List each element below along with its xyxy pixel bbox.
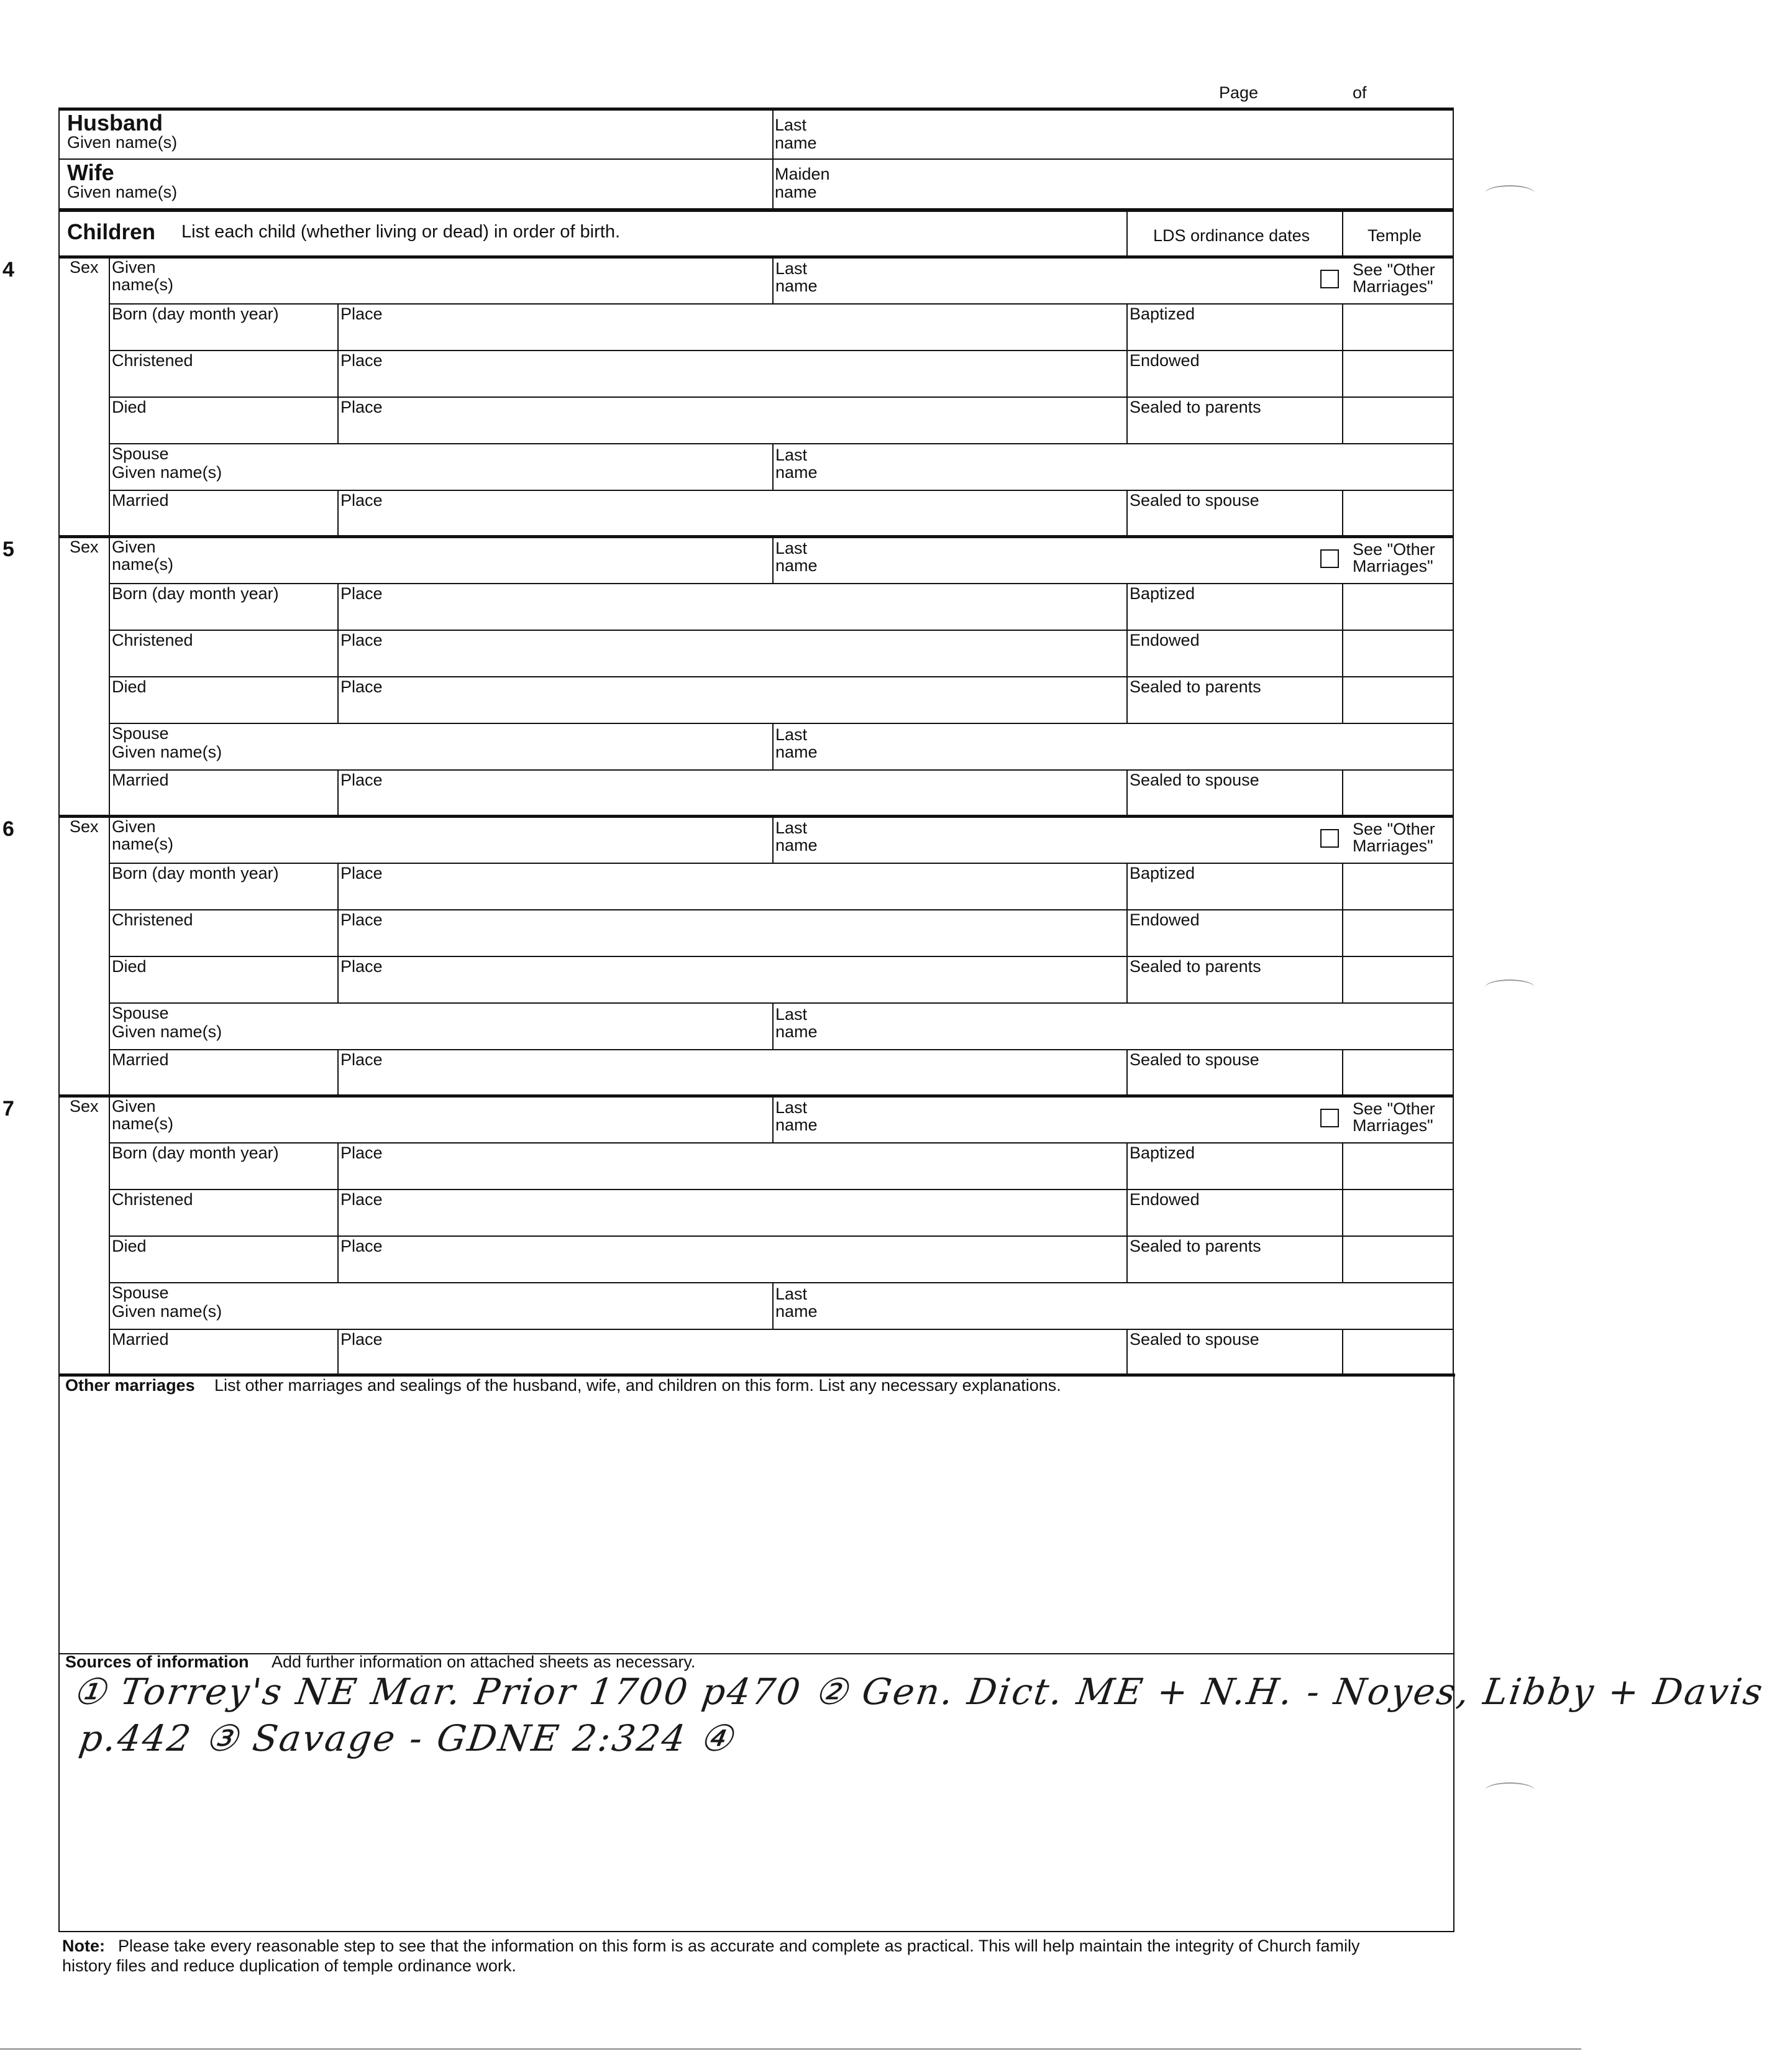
married-place-field[interactable]: Place — [340, 771, 383, 789]
sealed-spouse-date-field[interactable]: Sealed to spouse — [1130, 771, 1259, 789]
grid-line — [337, 350, 339, 397]
lds-dates-header: LDS ordinance dates — [1153, 226, 1310, 245]
place-field[interactable]: Place — [340, 910, 383, 929]
child-top-rule — [58, 535, 1454, 538]
see-other-marriages-checkbox[interactable] — [1320, 829, 1339, 848]
grid-line — [1342, 676, 1343, 723]
grid-line — [1126, 676, 1128, 723]
child-sex-field[interactable] — [61, 557, 107, 812]
grid-line — [109, 863, 1454, 864]
grid-line — [337, 490, 339, 536]
grid-line — [1126, 1189, 1128, 1235]
grid-line — [1453, 536, 1454, 816]
wife-title: Wife — [67, 160, 114, 185]
spouse-label: Spouse — [112, 444, 169, 463]
grid-line — [1126, 490, 1128, 536]
grid-line — [109, 583, 1454, 584]
sealed-parents-temple-field[interactable] — [1345, 679, 1450, 721]
grid-line — [337, 1049, 339, 1096]
endowed-date-field[interactable]: Endowed — [1130, 631, 1200, 649]
baptized-temple-field[interactable] — [1345, 1145, 1450, 1187]
sealed-parents-temple-field[interactable] — [1345, 399, 1450, 441]
place-field[interactable]: Place — [340, 677, 383, 696]
grid-line — [1342, 583, 1343, 630]
christened-date-field[interactable]: Christened — [112, 631, 193, 649]
grid-line — [337, 1142, 339, 1189]
grid-line — [337, 909, 339, 956]
grid-line — [58, 536, 60, 816]
grid-line — [109, 1142, 1454, 1144]
child-number: 4 — [2, 258, 14, 282]
grid-line — [1126, 956, 1128, 1002]
place-field[interactable]: Place — [340, 1237, 383, 1255]
grid-line — [1126, 397, 1128, 443]
last-label: Last — [775, 725, 808, 744]
child-last-field[interactable]: name — [775, 556, 818, 575]
died-date-field[interactable]: Died — [112, 957, 147, 976]
husband-given-field[interactable]: Given name(s) — [67, 133, 178, 152]
child-last-field[interactable]: name — [775, 277, 818, 295]
place-field[interactable]: Place — [340, 305, 383, 323]
grid-line — [1342, 1329, 1343, 1373]
grid-line — [772, 536, 774, 583]
grid-line — [1342, 956, 1343, 1002]
died-date-field[interactable]: Died — [112, 1237, 147, 1255]
sex-label: Sex — [70, 538, 99, 556]
place-field[interactable]: Place — [340, 864, 383, 882]
endowed-date-field[interactable]: Endowed — [1130, 351, 1200, 370]
grid-line — [109, 630, 1454, 631]
died-date-field[interactable]: Died — [112, 398, 147, 416]
child-number: 5 — [2, 538, 14, 561]
see-other-marriages-label: Marriages" — [1353, 1116, 1433, 1135]
grid-line — [1126, 1329, 1128, 1373]
born-date-field[interactable]: Born (day month year) — [112, 584, 279, 603]
see-other-marriages-label: See "Other — [1353, 1099, 1435, 1118]
sealed-parents-date-field[interactable]: Sealed to parents — [1130, 957, 1261, 976]
grid-line — [1126, 583, 1128, 630]
grid-line — [337, 1189, 339, 1235]
child-sex-field[interactable] — [61, 837, 107, 1092]
married-place-field[interactable]: Place — [340, 1050, 383, 1069]
grid-line — [772, 1282, 774, 1329]
given-label: Given — [112, 817, 156, 836]
sex-label: Sex — [70, 1097, 99, 1116]
wife-maiden-label: Maiden — [775, 165, 830, 183]
grid-line — [109, 303, 1454, 305]
baptized-date-field[interactable]: Baptized — [1130, 584, 1195, 603]
christened-date-field[interactable]: Christened — [112, 351, 193, 370]
last-label: Last — [775, 1005, 808, 1024]
grid-line — [109, 1002, 1454, 1004]
baptized-temple-field[interactable] — [1345, 585, 1450, 628]
grid-line — [772, 1096, 774, 1142]
child-number: 7 — [2, 1097, 14, 1121]
married-date-field[interactable]: Married — [112, 491, 169, 510]
page-bottom-rule — [0, 2048, 1581, 2050]
grid-line — [58, 1096, 60, 1373]
baptized-date-field[interactable]: Baptized — [1130, 864, 1195, 882]
husband-title: Husband — [67, 110, 163, 135]
given-label: Given — [112, 538, 156, 556]
sealed-parents-temple-field[interactable] — [1345, 1238, 1450, 1280]
endowed-temple-field[interactable] — [1345, 632, 1450, 674]
grid-line — [109, 1282, 1454, 1283]
husband-last-label: Last — [775, 116, 807, 134]
married-place-field[interactable]: Place — [340, 491, 383, 510]
see-other-marriages-checkbox[interactable] — [1320, 549, 1339, 568]
sealed-parents-temple-field[interactable] — [1345, 958, 1450, 1001]
child-given-field[interactable]: name(s) — [112, 555, 174, 574]
wife-given-field[interactable]: Given name(s) — [67, 183, 178, 201]
place-field[interactable]: Place — [340, 584, 383, 603]
spouse-last-field[interactable]: name — [775, 743, 818, 761]
note-title: Note: — [62, 1937, 105, 1955]
wife-maiden-field[interactable]: name — [775, 183, 817, 201]
grid-line — [337, 583, 339, 630]
grid-line — [337, 956, 339, 1002]
grid-line — [109, 1189, 1454, 1190]
sealed-spouse-temple-field[interactable] — [1345, 772, 1450, 814]
grid-line — [337, 676, 339, 723]
place-field[interactable]: Place — [340, 398, 383, 416]
child-top-rule — [58, 1094, 1454, 1098]
sealed-parents-date-field[interactable]: Sealed to parents — [1130, 677, 1261, 696]
married-date-field[interactable]: Married — [112, 1330, 169, 1349]
spouse-given-field[interactable]: Given name(s) — [112, 1302, 222, 1321]
grid-line — [58, 816, 60, 1096]
endowed-temple-field[interactable] — [1345, 1191, 1450, 1234]
grid-line — [1453, 257, 1454, 536]
grid-line — [337, 769, 339, 816]
grid-line — [337, 1235, 339, 1282]
grid-line — [1342, 769, 1343, 816]
sealed-parents-date-field[interactable]: Sealed to parents — [1130, 398, 1261, 416]
grid-line — [1342, 397, 1343, 443]
given-label: Given — [112, 258, 156, 277]
place-field[interactable]: Place — [340, 1190, 383, 1209]
sealed-parents-date-field[interactable]: Sealed to parents — [1130, 1237, 1261, 1255]
note-line-1: Please take every reasonable step to see that the information on this form is as accurate and complete as practical. This will help maintain the integrity of Church family — [118, 1937, 1360, 1955]
spouse-label: Spouse — [112, 724, 169, 743]
grid-line — [1126, 909, 1128, 956]
sealed-spouse-temple-field[interactable] — [1345, 1331, 1450, 1373]
grid-line — [1342, 490, 1343, 536]
other-marriages-field[interactable] — [62, 1398, 1450, 1650]
see-other-marriages-label: See "Other — [1353, 820, 1435, 838]
baptized-temple-field[interactable] — [1345, 306, 1450, 348]
sources-instruction: Add further information on attached sheets as necessary. — [272, 1653, 696, 1671]
grid-line — [1126, 1049, 1128, 1096]
sealed-spouse-date-field[interactable]: Sealed to spouse — [1130, 491, 1259, 510]
grid-line — [109, 909, 1454, 910]
child-given-field[interactable]: name(s) — [112, 1114, 174, 1133]
grid-line — [337, 630, 339, 676]
baptized-date-field[interactable]: Baptized — [1130, 305, 1195, 323]
spouse-given-field[interactable]: Given name(s) — [112, 463, 222, 482]
see-other-marriages-label: See "Other — [1353, 540, 1435, 559]
spouse-label: Spouse — [112, 1283, 169, 1302]
grid-line — [1453, 816, 1454, 1096]
children-title: Children — [67, 220, 155, 244]
born-date-field[interactable]: Born (day month year) — [112, 864, 279, 882]
endowed-temple-field[interactable] — [1345, 912, 1450, 954]
grid-line — [1126, 863, 1128, 909]
grid-line — [1126, 769, 1128, 816]
place-field[interactable]: Place — [340, 957, 383, 976]
child-sex-field[interactable] — [61, 278, 107, 533]
spouse-last-field[interactable]: name — [775, 463, 818, 482]
punch-hole-mark — [1485, 185, 1535, 201]
grid-line — [772, 257, 774, 303]
baptized-temple-field[interactable] — [1345, 865, 1450, 907]
handwritten-sources-line-1: ① Torrey's NE Mar. Prior 1700 p470 ② Gen. Dict. ME + N.H. - Noyes, Libby + Davis — [70, 1671, 1767, 1713]
christened-date-field[interactable]: Christened — [112, 910, 193, 929]
grid-line — [772, 816, 774, 863]
married-date-field[interactable]: Married — [112, 1050, 169, 1069]
spouse-given-field[interactable]: Given name(s) — [112, 1022, 222, 1041]
grid-line — [772, 1002, 774, 1049]
child-given-field[interactable]: name(s) — [112, 835, 174, 853]
grid-line — [1342, 1189, 1343, 1235]
grid-line — [1453, 1096, 1454, 1373]
grid-line — [1342, 1142, 1343, 1189]
endowed-temple-field[interactable] — [1345, 352, 1450, 395]
grid-line — [109, 443, 1454, 444]
sex-label: Sex — [70, 258, 99, 277]
last-label: Last — [775, 1098, 808, 1117]
born-date-field[interactable]: Born (day month year) — [112, 1144, 279, 1162]
child-top-rule — [58, 815, 1454, 818]
grid-line — [1342, 303, 1343, 350]
grid-line — [109, 257, 110, 536]
page-label: Page — [1219, 83, 1259, 102]
last-label: Last — [775, 446, 808, 464]
grid-line — [1126, 350, 1128, 397]
grid-line — [109, 350, 1454, 351]
of-label: of — [1353, 83, 1367, 102]
endowed-date-field[interactable]: Endowed — [1130, 1190, 1200, 1209]
place-field[interactable]: Place — [340, 631, 383, 649]
sealed-spouse-temple-field[interactable] — [1345, 1052, 1450, 1094]
spouse-label: Spouse — [112, 1004, 169, 1022]
child-last-field[interactable]: name — [775, 836, 818, 855]
christened-date-field[interactable]: Christened — [112, 1190, 193, 1209]
grid-line — [337, 863, 339, 909]
temple-header: Temple — [1367, 226, 1422, 245]
endowed-date-field[interactable]: Endowed — [1130, 910, 1200, 929]
note-line-2: history files and reduce duplication of temple ordinance work. — [62, 1956, 516, 1975]
grid-line — [109, 536, 110, 816]
grid-line — [58, 257, 60, 536]
see-other-marriages-label: Marriages" — [1353, 557, 1433, 575]
sex-label: Sex — [70, 817, 99, 836]
child-last-field[interactable]: name — [775, 1116, 818, 1134]
other-marriages-title: Other marriages — [65, 1376, 195, 1395]
sources-title: Sources of information — [65, 1653, 249, 1671]
grid-line — [1342, 1049, 1343, 1096]
sealed-spouse-date-field[interactable]: Sealed to spouse — [1130, 1330, 1259, 1349]
children-instruction: List each child (whether living or dead) in order of birth. — [181, 222, 621, 242]
punch-hole-mark — [1485, 1782, 1535, 1799]
grid-line — [1126, 1235, 1128, 1282]
grid-line — [1342, 909, 1343, 956]
grid-line — [109, 1096, 110, 1373]
spouse-last-field[interactable]: name — [775, 1022, 818, 1041]
grid-line — [1342, 863, 1343, 909]
sealed-spouse-date-field[interactable]: Sealed to spouse — [1130, 1050, 1259, 1069]
place-field[interactable]: Place — [340, 351, 383, 370]
married-date-field[interactable]: Married — [112, 771, 169, 789]
grid-line — [337, 397, 339, 443]
handwritten-sources-line-2: p.442 ③ Savage - GDNE 2:324 ④ — [76, 1717, 737, 1759]
place-field[interactable]: Place — [340, 1144, 383, 1162]
baptized-date-field[interactable]: Baptized — [1130, 1144, 1195, 1162]
punch-hole-mark — [1485, 979, 1535, 996]
spouse-given-field[interactable]: Given name(s) — [112, 743, 222, 761]
grid-line — [109, 816, 110, 1096]
grid-line — [772, 443, 774, 490]
grid-line — [1126, 303, 1128, 350]
see-other-marriages-label: Marriages" — [1353, 837, 1433, 855]
died-date-field[interactable]: Died — [112, 677, 147, 696]
grid-line — [1126, 630, 1128, 676]
born-date-field[interactable]: Born (day month year) — [112, 305, 279, 323]
grid-line — [109, 723, 1454, 724]
child-top-rule — [58, 255, 1454, 259]
married-place-field[interactable]: Place — [340, 1330, 383, 1349]
grid-line — [1342, 350, 1343, 397]
child-number: 6 — [2, 817, 14, 841]
sealed-spouse-temple-field[interactable] — [1345, 492, 1450, 534]
child-sex-field[interactable] — [61, 1117, 107, 1370]
last-label: Last — [775, 539, 808, 557]
see-other-marriages-label: See "Other — [1353, 260, 1435, 279]
grid-line — [337, 1329, 339, 1373]
see-other-marriages-label: Marriages" — [1353, 277, 1433, 296]
grid-line — [772, 723, 774, 769]
see-other-marriages-checkbox[interactable] — [1320, 1109, 1339, 1127]
spouse-last-field[interactable]: name — [775, 1302, 818, 1321]
last-label: Last — [775, 1285, 808, 1303]
last-label: Last — [775, 259, 808, 278]
given-label: Given — [112, 1097, 156, 1116]
other-marriages-instruction: List other marriages and sealings of the husband, wife, and children on this form. List any necessary explanations. — [214, 1376, 1061, 1395]
grid-line — [1126, 1142, 1128, 1189]
child-given-field[interactable]: name(s) — [112, 275, 174, 294]
last-label: Last — [775, 818, 808, 837]
grid-line — [337, 303, 339, 350]
grid-line — [1342, 1235, 1343, 1282]
grid-line — [1342, 630, 1343, 676]
see-other-marriages-checkbox[interactable] — [1320, 270, 1339, 288]
husband-last-field[interactable]: name — [775, 134, 817, 152]
